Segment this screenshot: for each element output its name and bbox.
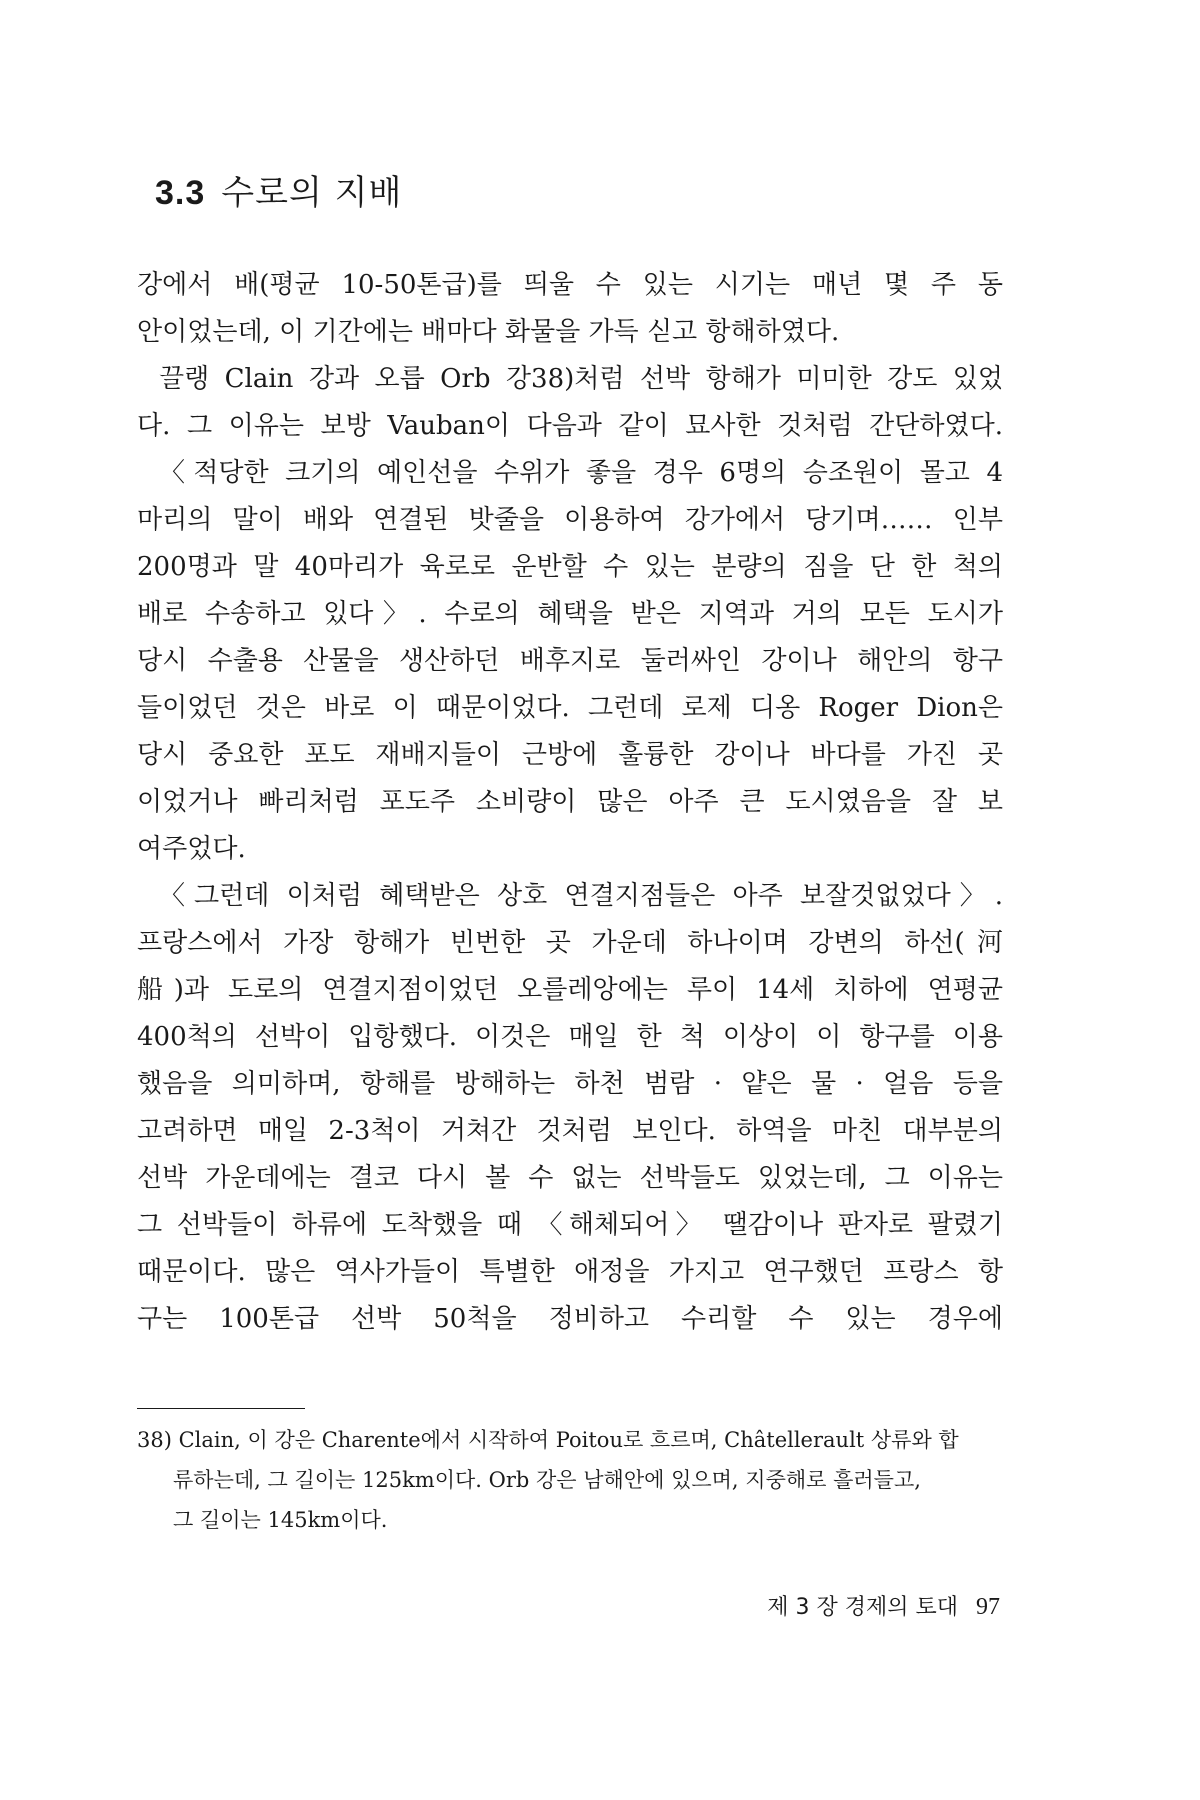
footnote-line: 그 길이는 145km이다. [173, 1508, 388, 1532]
body-line: 선박 가운데에는 결코 다시 볼 수 없는 선박들도 있었는데, 그 이유는 [137, 1163, 1003, 1193]
body-line: 船)과 도로의 연결지점이었던 오를레앙에는 루이 14세 치하에 연평균 [137, 975, 1003, 1005]
body-line: 〈그런데 이처럼 혜택받은 상호 연결지점들은 아주 보잘것없었다〉. [159, 881, 1003, 911]
body-line: 400척의 선박이 입항했다. 이것은 매일 한 척 이상이 이 항구를 이용 [137, 1022, 1003, 1052]
footnotes [137, 1420, 1003, 1540]
body-line: 했음을 의미하며, 항해를 방해하는 하천 범람 · 얕은 물 · 얼음 등을 [137, 1069, 1003, 1099]
body-line: 때문이다. 많은 역사가들이 특별한 애정을 가지고 연구했던 프랑스 항 [137, 1257, 1003, 1287]
body-line: 당시 중요한 포도 재배지들이 근방에 훌륭한 강이나 바다를 가진 곳 [137, 740, 1003, 770]
body-line: 끌랭 Clain 강과 오릅 Orb 강38)처럼 선박 항해가 미미한 강도 있었 [159, 364, 1003, 394]
body-line: 그 선박들이 하류에 도착했을 때 〈해체되어〉 땔감이나 판자로 팔렸기 [137, 1210, 1003, 1240]
section-heading [155, 165, 402, 214]
body-line: 이었거나 빠리처럼 포도주 소비량이 많은 아주 큰 도시였음을 잘 보 [137, 787, 1003, 817]
body-line: 배로 수송하고 있다〉. 수로의 혜택을 받은 지역과 거의 모든 도시가 [137, 599, 1003, 629]
body-line: 다. 그 이유는 보방 Vauban이 다음과 같이 묘사한 것처럼 간단하였다. [137, 411, 1003, 441]
footnote-divider [137, 1408, 305, 1409]
body-line: 들이었던 것은 바로 이 때문이었다. 그런데 로제 디옹 Roger Dion은 [137, 693, 1003, 723]
footnote-line: 38) Clain, 이 강은 Charente에서 시작하여 Poitou로 흐르며, Châtellerault 상류와 합 [137, 1428, 959, 1452]
body-text [137, 262, 1003, 1343]
body-line: 여주었다. [137, 834, 246, 864]
body-line: 고려하면 매일 2-3척이 거쳐간 것처럼 보인다. 하역을 마친 대부분의 [137, 1116, 1003, 1146]
section-number: 3.3 [155, 174, 206, 212]
body-line: 강에서 배(평균 10-50톤급)를 띄울 수 있는 시기는 매년 몇 주 동 [137, 270, 1003, 300]
body-line: 〈적당한 크기의 예인선을 수위가 좋을 경우 6명의 승조원이 몰고 4 [159, 458, 1003, 488]
running-chapter-title: 제 3 장 경제의 토대 [767, 1595, 958, 1620]
section-title: 수로의 지배 [221, 173, 403, 213]
body-line: 당시 수출용 산물을 생산하던 배후지로 둘러싸인 강이나 해안의 항구 [137, 646, 1003, 676]
page-footer [767, 1590, 1000, 1621]
footnote-line: 류하는데, 그 길이는 125km이다. Orb 강은 남해안에 있으며, 지중해로 흘러들고, [173, 1468, 921, 1492]
body-line: 200명과 말 40마리가 육로로 운반할 수 있는 분량의 짐을 단 한 척의 [137, 552, 1003, 582]
body-line: 구는 100톤급 선박 50척을 정비하고 수리할 수 있는 경우에 [137, 1304, 1003, 1334]
body-line: 마리의 말이 배와 연결된 밧줄을 이용하여 강가에서 당기며…… 인부 [137, 505, 1003, 535]
body-line: 프랑스에서 가장 항해가 빈번한 곳 가운데 하나이며 강변의 하선(河 [137, 928, 1003, 958]
page-number: 97 [976, 1594, 1000, 1620]
body-line: 안이었는데, 이 기간에는 배마다 화물을 가득 싣고 항해하였다. [137, 317, 840, 347]
